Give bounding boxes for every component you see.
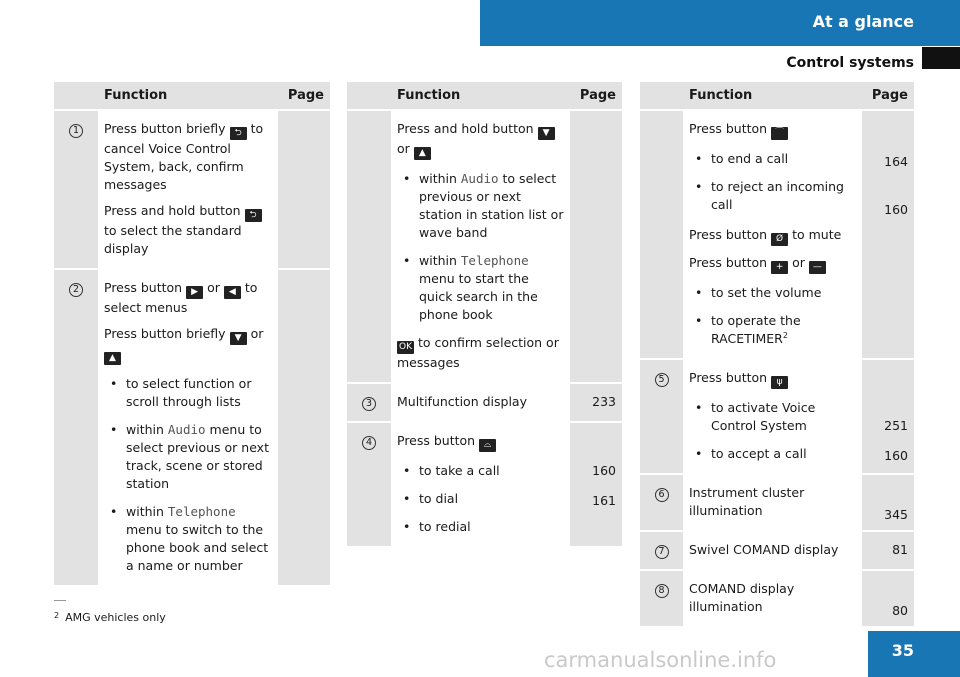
back-button-icon: ⮌ xyxy=(245,209,262,222)
column-header-page: Page xyxy=(278,82,330,110)
list-item: • within Telephone menu to switch to the phone book and select a name or number xyxy=(104,503,272,575)
page-reference: 80 xyxy=(862,570,914,627)
page-reference: 233 xyxy=(570,383,622,422)
list-item: • within Telephone menu to start the quick search in the phone book xyxy=(397,252,564,324)
table-row: 2 Press button ▶ or ◀ to select menus Press button briefly ▼ or ▲ • to select function or scroll through lists • within Audio menu to select previous or next track, scene or stored station • within Telephone menu to switch to the phone book and select a name or number xyxy=(54,269,330,586)
page-reference: 160 xyxy=(884,448,908,463)
function-table-3 xyxy=(640,82,914,628)
table-row: 6 Instrument cluster illumination 345 xyxy=(640,474,914,531)
section-tab-marker xyxy=(922,47,960,69)
function-table-2 xyxy=(347,82,622,548)
list-item: • to reject an incoming call xyxy=(689,178,856,214)
page-reference: 161 xyxy=(592,493,616,508)
table-row: Press and hold button ▼ or ▲ • within Audio to select previous or next station in station list or wave band • within Telephone menu to start the quick search in the phone book OK to confirm selection or messages xyxy=(347,110,622,383)
voice-control-button-icon: ψ xyxy=(771,376,788,389)
page-number: 35 xyxy=(891,641,914,660)
table-row: 4 Press button ⌓ • to take a call • to dial • to redial 160 161 xyxy=(347,422,622,547)
page-number-box xyxy=(868,631,960,677)
column-header-function: Function xyxy=(391,82,570,110)
table-row: Press button ⌒ • to end a call • to reject an incoming call Press button Ø to mute Press button + or — • to set the volume • to operate the RACETIMER$^2$ 164 160 xyxy=(640,110,914,359)
column-header-function: Function xyxy=(98,82,278,110)
page-reference: 251 xyxy=(884,418,908,433)
ok-button-icon: OK xyxy=(399,342,412,352)
item-number: 3 xyxy=(362,397,376,411)
column-header-page: Page xyxy=(862,82,914,110)
item-number: 5 xyxy=(655,373,669,387)
volume-minus-button-icon: — xyxy=(809,261,826,274)
mute-button-icon: Ø xyxy=(771,233,788,246)
section-subtitle: Control systems xyxy=(786,55,914,71)
item-number: 4 xyxy=(362,436,376,450)
item-number: 6 xyxy=(655,488,669,502)
item-number: 7 xyxy=(655,545,669,559)
arrow-left-button-icon: ◀ xyxy=(224,286,241,299)
table-row: 1 Press button briefly ⮌ to cancel Voice Control System, back, confirm messages Press and hold button ⮌ to select the standard display xyxy=(54,110,330,269)
list-item: • to select function or scroll through lists xyxy=(104,375,272,411)
arrow-up-button-icon: ▲ xyxy=(414,147,431,160)
footnote-divider xyxy=(54,600,66,601)
item-number: 2 xyxy=(69,283,83,297)
page-reference: 164 xyxy=(884,154,908,169)
page-reference: 345 xyxy=(862,474,914,531)
page-reference: 81 xyxy=(862,531,914,570)
table-row: 5 Press button ψ • to activate Voice Control System • to accept a call 251 160 xyxy=(640,359,914,474)
list-item: • to take a call xyxy=(397,462,564,480)
list-item: • within Audio menu to select previous or next track, scene or stored station xyxy=(104,421,272,493)
page-reference: 160 xyxy=(884,202,908,217)
list-item: • within Audio to select previous or next station in station list or wave band xyxy=(397,170,564,242)
table-row: 8 COMAND display illumination 80 xyxy=(640,570,914,627)
page-reference: 160 xyxy=(592,463,616,478)
table-row: 7 Swivel COMAND display 81 xyxy=(640,531,914,570)
column-header-page: Page xyxy=(570,82,622,110)
phone-button-icon: ⌓ xyxy=(479,439,496,452)
watermark: carmanualsonline.info xyxy=(544,648,777,672)
list-item: • to dial xyxy=(397,490,564,508)
table-row: 3 Multifunction display 233 xyxy=(347,383,622,422)
list-item: • to operate the RACETIMER$^2$ xyxy=(689,312,856,348)
list-item: • to set the volume xyxy=(689,284,856,302)
footnote: $^2$ AMG vehicles only xyxy=(54,611,166,624)
arrow-right-button-icon: ▶ xyxy=(186,286,203,299)
list-item: • to end a call xyxy=(689,150,856,168)
function-table-1 xyxy=(54,82,330,587)
section-title: At a glance xyxy=(812,12,914,31)
column-header-function: Function xyxy=(683,82,862,110)
item-number: 8 xyxy=(655,584,669,598)
item-number: 1 xyxy=(69,124,83,138)
list-item: • to activate Voice Control System xyxy=(689,399,856,435)
arrow-up-button-icon: ▲ xyxy=(104,352,121,365)
back-button-icon: ⮌ xyxy=(230,127,247,140)
end-call-button-icon: ⌒ xyxy=(771,127,788,140)
list-item: • to redial xyxy=(397,518,564,536)
arrow-down-button-icon: ▼ xyxy=(538,127,555,140)
arrow-down-button-icon: ▼ xyxy=(230,332,247,345)
list-item: • to accept a call xyxy=(689,445,856,463)
volume-plus-button-icon: + xyxy=(771,261,788,274)
